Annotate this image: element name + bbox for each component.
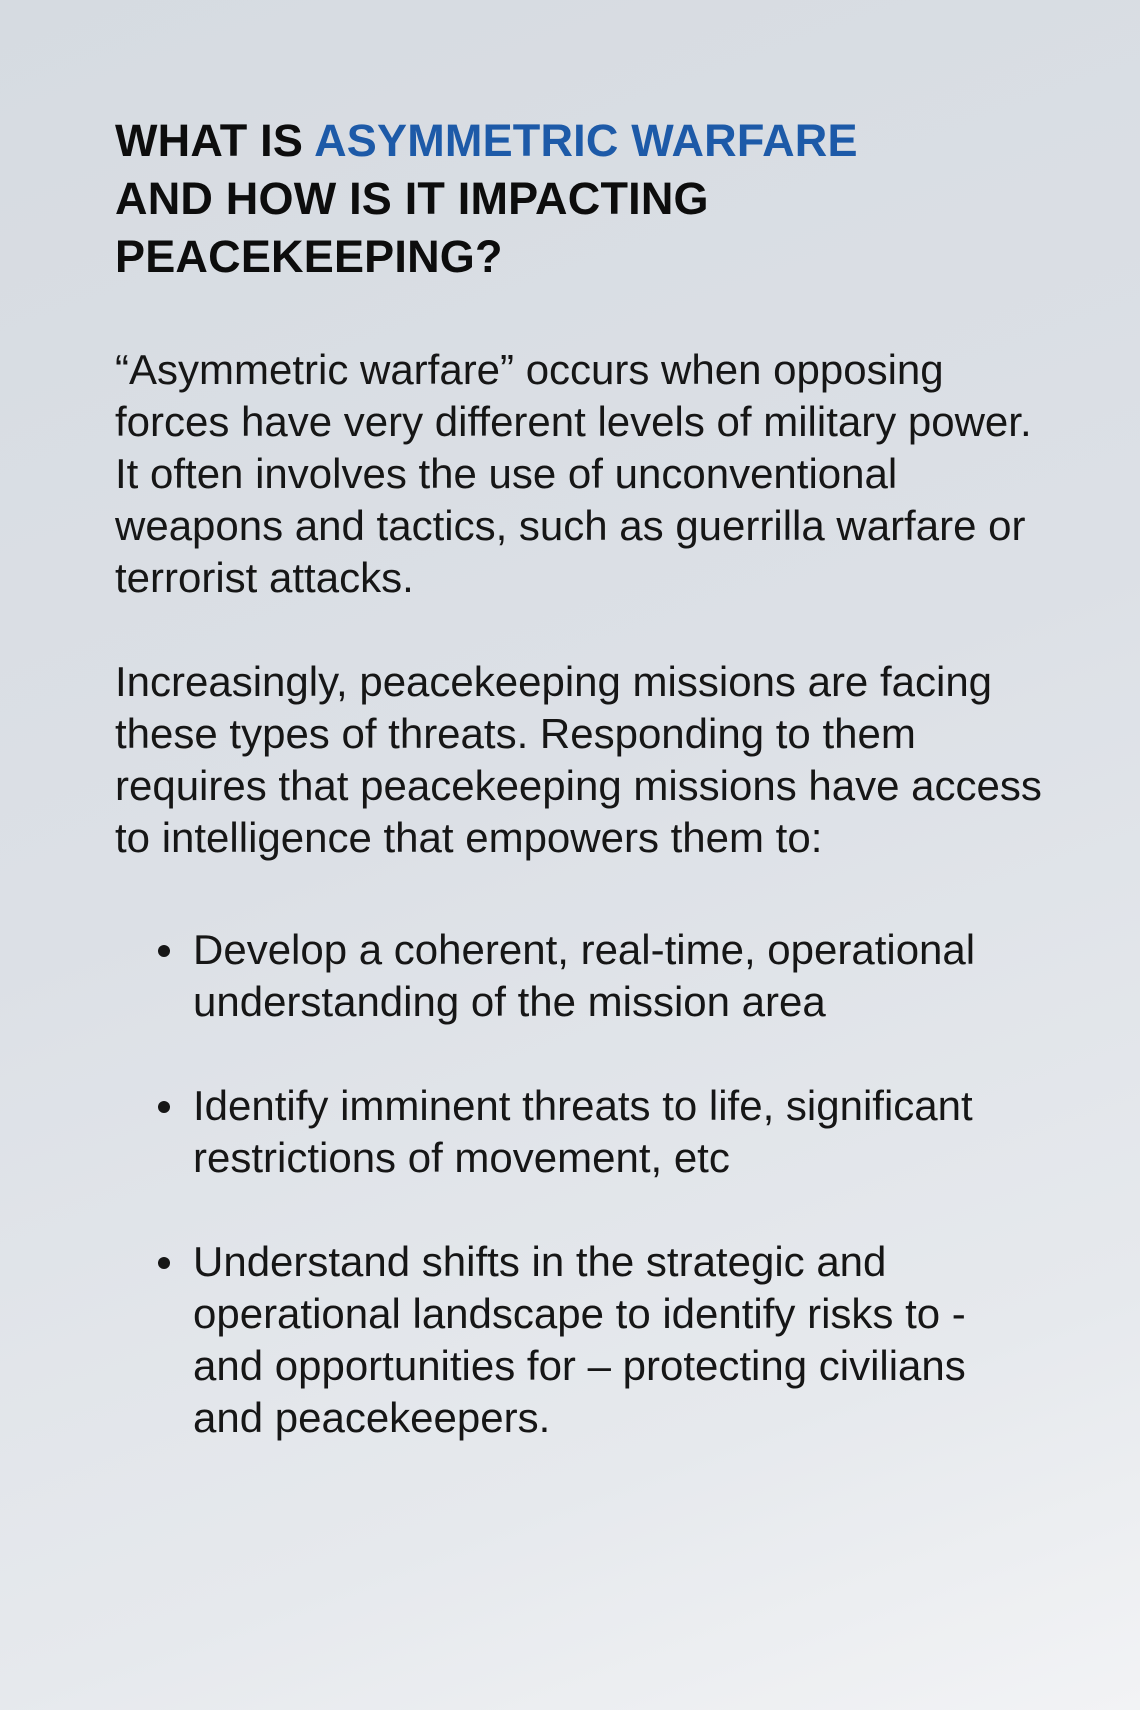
list-item-text: Identify imminent threats to life, significant restrictions of movement, etc <box>193 1082 973 1181</box>
list-item-text: Develop a coherent, real-time, operational understanding of the mission area <box>193 926 976 1025</box>
title-accent: ASYMMETRIC WARFARE <box>314 115 858 166</box>
title-line-3: PEACEKEEPING? <box>115 231 503 282</box>
list-item <box>115 924 1045 1028</box>
list-item-text: Understand shifts in the strategic and operational landscape to identify risks to - and opportunities for – protecting civilians and peacekeepers. <box>193 1238 966 1441</box>
context-paragraph: Increasingly, peacekeeping missions are facing these types of threats. Responding to them requires that peacekeeping missions have access to intelligence that empowers them to: <box>115 658 1042 861</box>
list-item <box>115 1236 1045 1444</box>
bullet-list <box>115 924 1045 1444</box>
title-part-1: WHAT IS <box>115 115 315 166</box>
bullet-icon <box>158 945 170 957</box>
bullet-icon <box>158 1101 170 1113</box>
title-line-2: AND HOW IS IT IMPACTING <box>115 173 709 224</box>
bullet-icon <box>158 1257 170 1269</box>
intro-paragraph: “Asymmetric warfare” occurs when opposing forces have very different levels of military power. It often involves the use of unconventional weapons and tactics, such as guerrilla warfare or terrorist attacks. <box>115 346 1032 601</box>
document-page <box>115 112 1045 1496</box>
page-title <box>115 112 1045 286</box>
list-item <box>115 1080 1045 1184</box>
